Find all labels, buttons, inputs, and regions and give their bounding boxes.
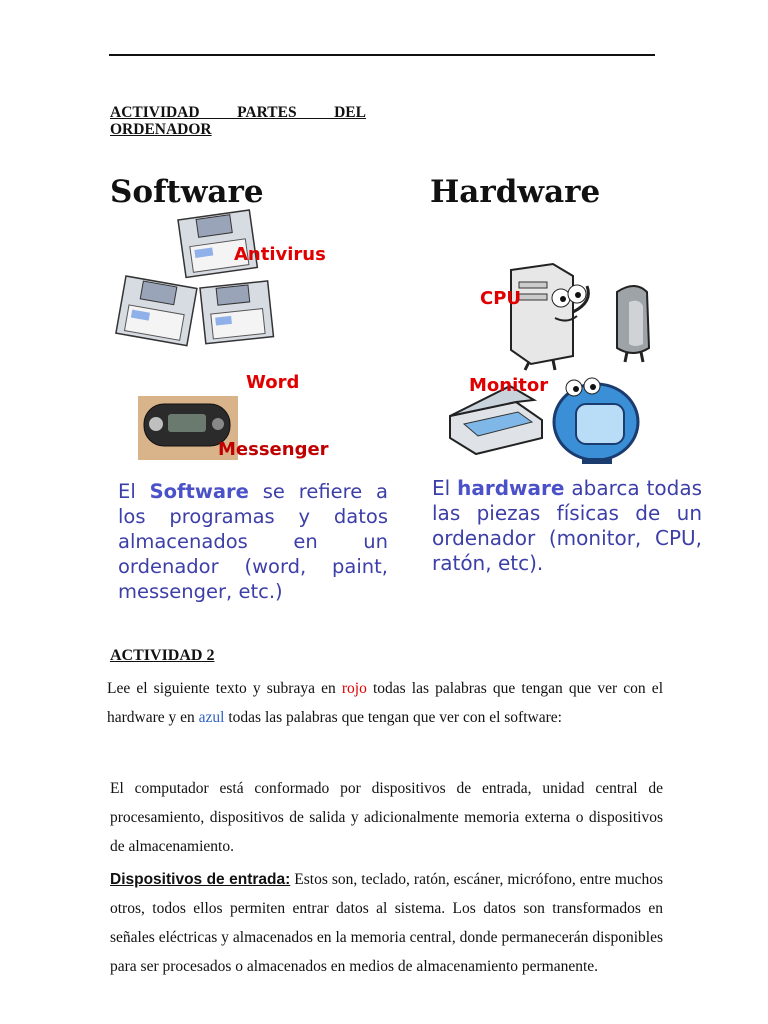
instr-blue-word: azul: [198, 709, 225, 726]
hardware-desc-body: abarca todas las piezas físicas de un ordenador (monitor, CPU, ratón, etc).: [432, 476, 702, 575]
floppy-disk-icon: [116, 276, 197, 346]
instr-red-word: rojo: [341, 680, 367, 697]
software-description: [118, 479, 388, 604]
software-title: Software: [110, 174, 264, 210]
label-word: Word: [246, 372, 300, 393]
instr-part2: todas las palabras que tengan que ver con el hardware y en: [107, 680, 663, 726]
floppy-disks-illustration: [120, 214, 270, 354]
paragraph-input-devices: [110, 865, 663, 981]
instr-part1: Lee el siguiente texto y subraya en: [107, 680, 342, 697]
activity1-heading: [110, 104, 366, 138]
activity2-instructions: [107, 674, 663, 732]
hardware-description: [432, 476, 702, 576]
hardware-desc-pre: El: [432, 476, 458, 500]
input-devices-heading: Dispositivos de entrada:: [110, 871, 291, 888]
software-desc-body: se refiere a los programas y datos almacenados en un ordenador (word, paint, messenger, etc.): [118, 480, 389, 603]
paragraph-computer: El computador está conformado por dispositivos de entrada, unidad central de procesamiento, dispositivos de salida y adicionalmente memoria externa o dispositivos de almacenamiento.: [110, 780, 663, 855]
cpu-tower-illustration: [505, 262, 663, 370]
hardware-title: Hardware: [430, 174, 601, 210]
hardware-desc-keyword: hardware: [457, 476, 565, 500]
software-desc-keyword: Software: [149, 480, 249, 503]
label-monitor: Monitor: [469, 375, 549, 396]
floppy-disk-icon: [200, 281, 273, 344]
label-cpu: CPU: [480, 288, 522, 309]
instr-part3: todas las palabras que tengan que ver con el software:: [224, 709, 562, 726]
activity1-heading-line1: ACTIVIDAD PARTES DEL: [110, 104, 366, 121]
label-antivirus: Antivirus: [234, 244, 326, 265]
label-messenger: Messenger: [218, 439, 329, 460]
top-rule: [109, 54, 655, 56]
input-devices-body: Estos son, teclado, ratón, escáner, micrófono, entre muchos otros, todos ellos permiten entrar datos al sistema. Los datos son transformados en señales eléctricas y almacenados en la memoria central, donde permanecerán disponibles para ser procesados o almacenados en medios de almacenamiento permanente.: [110, 871, 664, 975]
activity1-heading-line2: ORDENADOR: [110, 121, 212, 138]
activity2-title: ACTIVIDAD 2: [110, 647, 215, 664]
software-desc-pre: El: [118, 480, 150, 503]
